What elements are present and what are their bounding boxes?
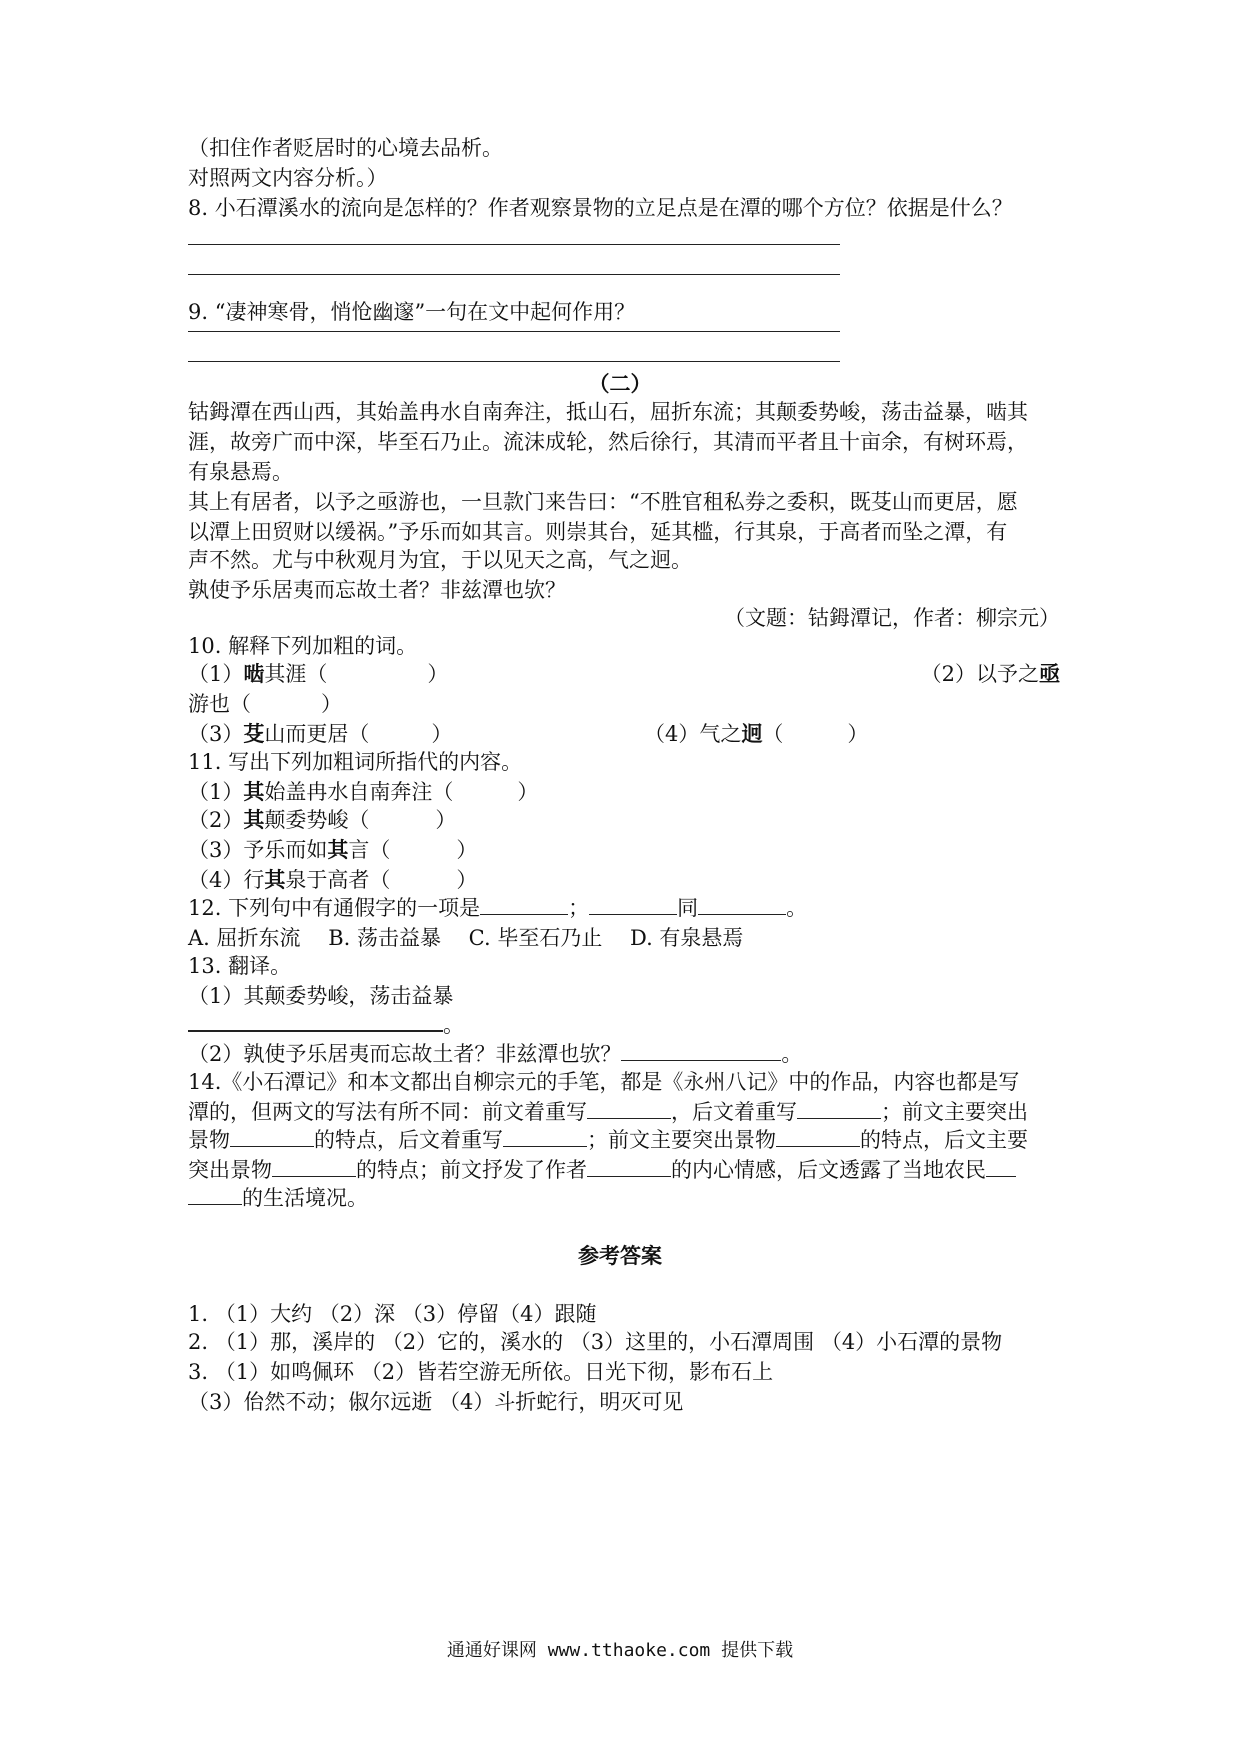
question-11-item-4: （4）行其泉于高者（ ）: [188, 867, 478, 892]
question-12: 12. 下列句中有通假字的一项是 ； 同 。: [188, 892, 807, 924]
blank[interactable]: [230, 1124, 314, 1147]
passage-line: 钴鉧潭在西山西，其始盖冉水自南奔注，抵山石，屈折东流；其颠委势峻，荡击益暴，啮其: [188, 400, 1028, 424]
blank[interactable]: [480, 892, 568, 915]
passage-line: 孰使予乐居夷而忘故土者？非兹潭也欤？: [188, 578, 566, 602]
blank[interactable]: [587, 1154, 671, 1177]
passage-line: 有泉悬焉。: [188, 460, 293, 484]
question-14-line: 潭的，但两文的写法有所不同：前文着重写 ，后文着重写 ；前文主要突出: [188, 1096, 1028, 1128]
answer-2: 2. （1）那，溪岸的 （2）它的，溪水的 （3）这里的，小石潭周围 （4）小石潭的景物: [188, 1330, 1003, 1354]
blank[interactable]: [587, 1096, 671, 1119]
answer-line: [188, 361, 840, 362]
question-11-item-2: （2）其颠委势峻（ ）: [188, 807, 457, 832]
question-11-item-3: （3）予乐而如其言（ ）: [188, 837, 478, 862]
question-14: 14.《小石潭记》和本文都出自柳宗元的手笔，都是《永州八记》中的作品，内容也都是写: [188, 1070, 1020, 1094]
question-10-item-1: （1）啮其涯（ ）: [188, 661, 449, 686]
blank[interactable]: [589, 892, 677, 915]
question-13-item-1: （1）其颠委势峻，荡击益暴: [188, 984, 454, 1008]
question-13-item-1-answer: 。: [188, 1008, 464, 1040]
section-title: （二）: [588, 371, 652, 396]
question-10: 10. 解释下列加粗的词。: [188, 634, 418, 658]
blank[interactable]: [621, 1038, 781, 1061]
blank[interactable]: [188, 1182, 242, 1205]
blank[interactable]: [698, 892, 786, 915]
text-line: 对照两文内容分析。）: [188, 166, 388, 190]
question-11-item-1: （1）其始盖冉水自南奔注（ ）: [188, 779, 539, 804]
question-10-item-3: （3）芟山而更居（ ）: [188, 721, 453, 746]
passage-line: 涯，故旁广而中深，毕至石乃止。流沫成轮，然后徐行，其清而平者且十亩余，有树环焉，: [188, 430, 1028, 454]
blank[interactable]: [986, 1154, 1016, 1177]
answer-line: [188, 331, 840, 332]
question-13-item-2: （2）孰使予乐居夷而忘故土者？非兹潭也欤？ 。: [188, 1038, 802, 1070]
question-11: 11. 写出下列加粗词所指代的内容。: [188, 750, 523, 774]
answer-1: 1. （1）大约 （2）深 （3）停留（4）跟随: [188, 1302, 597, 1326]
footer: 通通好课网 www.tthaoke.com 提供下载: [446, 1640, 794, 1661]
answer-line: [188, 274, 840, 275]
question-13: 13. 翻译。: [188, 954, 292, 978]
blank[interactable]: [272, 1154, 356, 1177]
passage-line: 声不然。尤与中秋观月为宜，于以见天之高，气之迥。: [188, 548, 692, 572]
blank[interactable]: [776, 1124, 860, 1147]
passage-line: 以潭上田贸财以缓祸。”予乐而如其言。则崇其台，延其槛，行其泉，于高者而坠之潭，有: [188, 520, 1008, 544]
question-9: 9. “凄神寒骨，悄怆幽邃”一句在文中起何作用？: [188, 300, 636, 324]
text-line: （扣住作者贬居时的心境去品析。: [188, 136, 503, 160]
passage-line: 其上有居者，以予之亟游也，一旦款门来告曰：“不胜官租私券之委积，既芟山而更居，愿: [188, 490, 1018, 514]
blank[interactable]: [797, 1096, 881, 1119]
question-14-line: 景物 的特点，后文着重写 ；前文主要突出景物 的特点，后文主要: [188, 1124, 1028, 1156]
question-14-line: 突出景物 的特点；前文抒发了作者 的内心情感，后文透露了当地农民: [188, 1154, 1016, 1186]
blank[interactable]: [503, 1124, 587, 1147]
answers-title: 参考答案: [578, 1243, 662, 1268]
answer-line: [188, 244, 840, 245]
blank[interactable]: [188, 1008, 443, 1032]
question-10-item-4: （4）气之迥（ ）: [644, 721, 869, 746]
question-10-item-2: （2）以予之亟: [920, 661, 1060, 686]
question-12-options: A. 屈折东流 B. 荡击益暴 C. 毕至石乃止 D. 有泉悬焉: [188, 926, 744, 950]
question-8: 8. 小石潭溪水的流向是怎样的？作者观察景物的立足点是在潭的哪个方位？依据是什么？: [188, 196, 1013, 220]
source-note: （文题：钴鉧潭记，作者：柳宗元）: [724, 606, 1060, 630]
question-14-line: 的生活境况。: [188, 1182, 368, 1214]
answer-3: 3. （1）如鸣佩环 （2）皆若空游无所依。日光下彻，影布石上: [188, 1360, 774, 1384]
question-10-item-2-cont: 游也（ ）: [188, 692, 342, 716]
answer-3-cont: （3）佁然不动；俶尔远逝 （4）斗折蛇行，明灭可见: [188, 1390, 684, 1414]
